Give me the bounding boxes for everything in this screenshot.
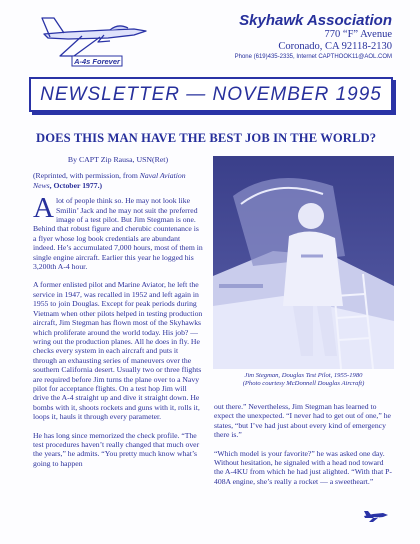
logo-badge-text: A-4s Forever — [74, 57, 120, 66]
pilot-photo — [213, 156, 394, 369]
article-right-column — [214, 402, 394, 495]
org-contact-line: Phone (619)435-2335, Internet CAPTHOOK11@AOL.COM — [234, 54, 392, 60]
article-headline: DOES THIS MAN HAVE THE BEST JOB IN THE WORLD? — [36, 131, 377, 145]
a4-skyhawk-logo-icon — [38, 12, 154, 70]
drop-cap: A — [33, 192, 54, 225]
pilot-cockpit-photo-icon — [213, 156, 394, 369]
banner-title: NEWSLETTER — NOVEMBER 1995 — [40, 83, 382, 105]
org-address: 770 “F” Avenue — [324, 29, 392, 40]
article-paragraph-2: A former enlisted pilot and Marine Aviator, he left the service in 1947, was recalled in 1952 and left again in 1955 to join Douglas. Except for peak periods during Vietnam when other pilots helped in testing production aircraft, Jim Stegman has flown most of the Skyhawks which proliferate around the world today. His job? — wring out the production planes. All he does in fly. He checks every system in each aircraft and puts it through an exhausting series of maneuvers over the southern California desert. Usually two or three flights are required before Jim turns the plane over to a Navy pilot for acceptance flights. On a test hop Jim will drive the A-4 straight up and dive it straight down. He bombs with it, shoots rockets and guns with it, rolls it, loops it, hauls it through every parameter. — [33, 280, 203, 422]
article-paragraph-1: Alot of people think so. He may not look like Smilin’ Jack and he may not suit the preferred image of a test pilot. But Jim Stegman is one. Behind that robust figure and cherubic countenance is a flyer whose log book credentials are abundant indeed. He’s accumulated 7,000 hours, most of them in single engine aircraft. Earlier this year he logged his 3,200th A-4 hour. — [33, 192, 203, 272]
org-city: Coronado, CA 92118-2130 — [278, 41, 392, 52]
reprint-note: (Reprinted, with permission, from Naval Aviation News, October 1977.) — [33, 171, 186, 190]
skyhawk-silhouette-icon — [363, 510, 389, 522]
article-paragraph-3: He has long since memorized the check profile. “The test procedures haven’t really changed that much over the years,” he admits. “You pretty much know what’s going to happen — [33, 430, 200, 468]
article-paragraph-4: out there.” Nevertheless, Jim Stegman has learned to expect the unexpected. “I never had to get out of one,” he states, “but I’ve had just about every kind of emergency there is.” — [214, 402, 391, 440]
photo-caption — [213, 372, 394, 388]
article-paragraph-5: “Which model is your favorite?” he was asked one day. Without hesitation, he signaled with a head nod toward the A-4KU from which he had just alighted. “With that P-408A engine, she’s really a rocket — a sweetheart.” — [214, 448, 392, 486]
reprint-source: Naval Aviation News — [33, 171, 186, 190]
article-byline: By CAPT Zip Rausa, USN(Ret) — [67, 155, 169, 164]
newsletter-banner — [29, 77, 393, 112]
org-name: Skyhawk Association — [239, 12, 392, 29]
article-left-column — [33, 155, 203, 477]
photo-caption-line-2: (Photo courtesy McDonnell Douglas Aircraft) — [242, 380, 365, 387]
org-contact-block — [152, 12, 392, 62]
photo-caption-line-1: Jim Stegman, Douglas Test Pilot, 1955-1980 — [244, 372, 363, 379]
